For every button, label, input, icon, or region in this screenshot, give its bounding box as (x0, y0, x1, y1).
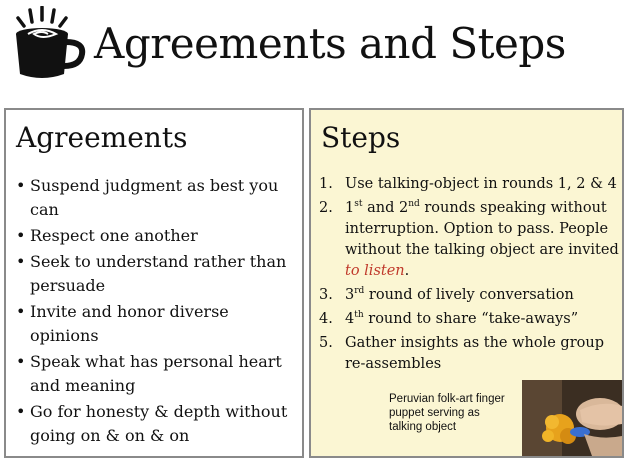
ordinal-suffix: rd (354, 286, 365, 297)
bullet-icon: • (16, 226, 26, 245)
agreement-item (14, 400, 300, 448)
agreements-list (14, 174, 300, 450)
steps-heading: Steps (321, 121, 401, 154)
step-item (319, 174, 619, 195)
agreement-text: Speak what has personal heart and meaning (30, 352, 282, 395)
step-number: 1. (319, 176, 333, 192)
step-text: Gather insights as the whole group re-assembles (345, 335, 604, 372)
step-text: 1 (345, 200, 355, 216)
step-item (319, 309, 619, 330)
step-emphasis: to listen (345, 263, 405, 279)
ordinal-suffix: st (354, 199, 363, 210)
agreements-heading: Agreements (16, 121, 188, 154)
agreement-item (14, 174, 300, 222)
step-number: 4. (319, 311, 333, 327)
step-text: 4 (345, 311, 355, 327)
agreement-text: Go for honesty & depth without going on & on & on (30, 402, 288, 445)
step-text: . (404, 263, 410, 279)
agreement-text: Invite and honor diverse opinions (30, 302, 229, 345)
bullet-icon: • (16, 402, 26, 421)
step-text: Use talking-object in rounds 1, 2 & 4 (345, 176, 617, 192)
step-item (319, 198, 619, 282)
bullet-icon: • (16, 252, 26, 271)
agreement-item (14, 250, 300, 298)
step-item (319, 285, 619, 306)
step-text: 3 (345, 287, 355, 303)
step-text: round of lively conversation (364, 287, 574, 303)
ordinal-suffix: nd (408, 199, 420, 210)
agreement-text: Seek to understand rather than persuade (30, 252, 287, 295)
agreement-text: Suspend judgment as best you can (30, 176, 279, 219)
step-item (319, 333, 619, 375)
bullet-icon: • (16, 176, 26, 195)
title-row (8, 4, 620, 84)
finger-puppet-photo (522, 380, 622, 456)
page-title: Agreements and Steps (94, 19, 566, 68)
step-number: 2. (319, 200, 333, 216)
coffee-cup-icon (12, 6, 88, 82)
step-text: round to share “take-aways” (363, 311, 579, 327)
step-number: 3. (319, 287, 333, 303)
steps-list (319, 174, 619, 378)
agreement-item (14, 224, 300, 248)
step-number: 5. (319, 335, 333, 351)
photo-caption: Peruvian folk-art finger puppet serving as talking object (389, 393, 505, 433)
agreement-item (14, 350, 300, 398)
steps-panel (309, 108, 624, 458)
bullet-icon: • (16, 352, 26, 371)
step-text: and 2 (362, 200, 409, 216)
ordinal-suffix: th (354, 310, 364, 321)
step-text: rounds speaking without interruption. Option to pass. People without the talking object are invited (345, 200, 619, 258)
bullet-icon: • (16, 302, 26, 321)
agreement-text: Respect one another (30, 226, 198, 245)
agreement-item (14, 300, 300, 348)
agreements-panel (4, 108, 304, 458)
